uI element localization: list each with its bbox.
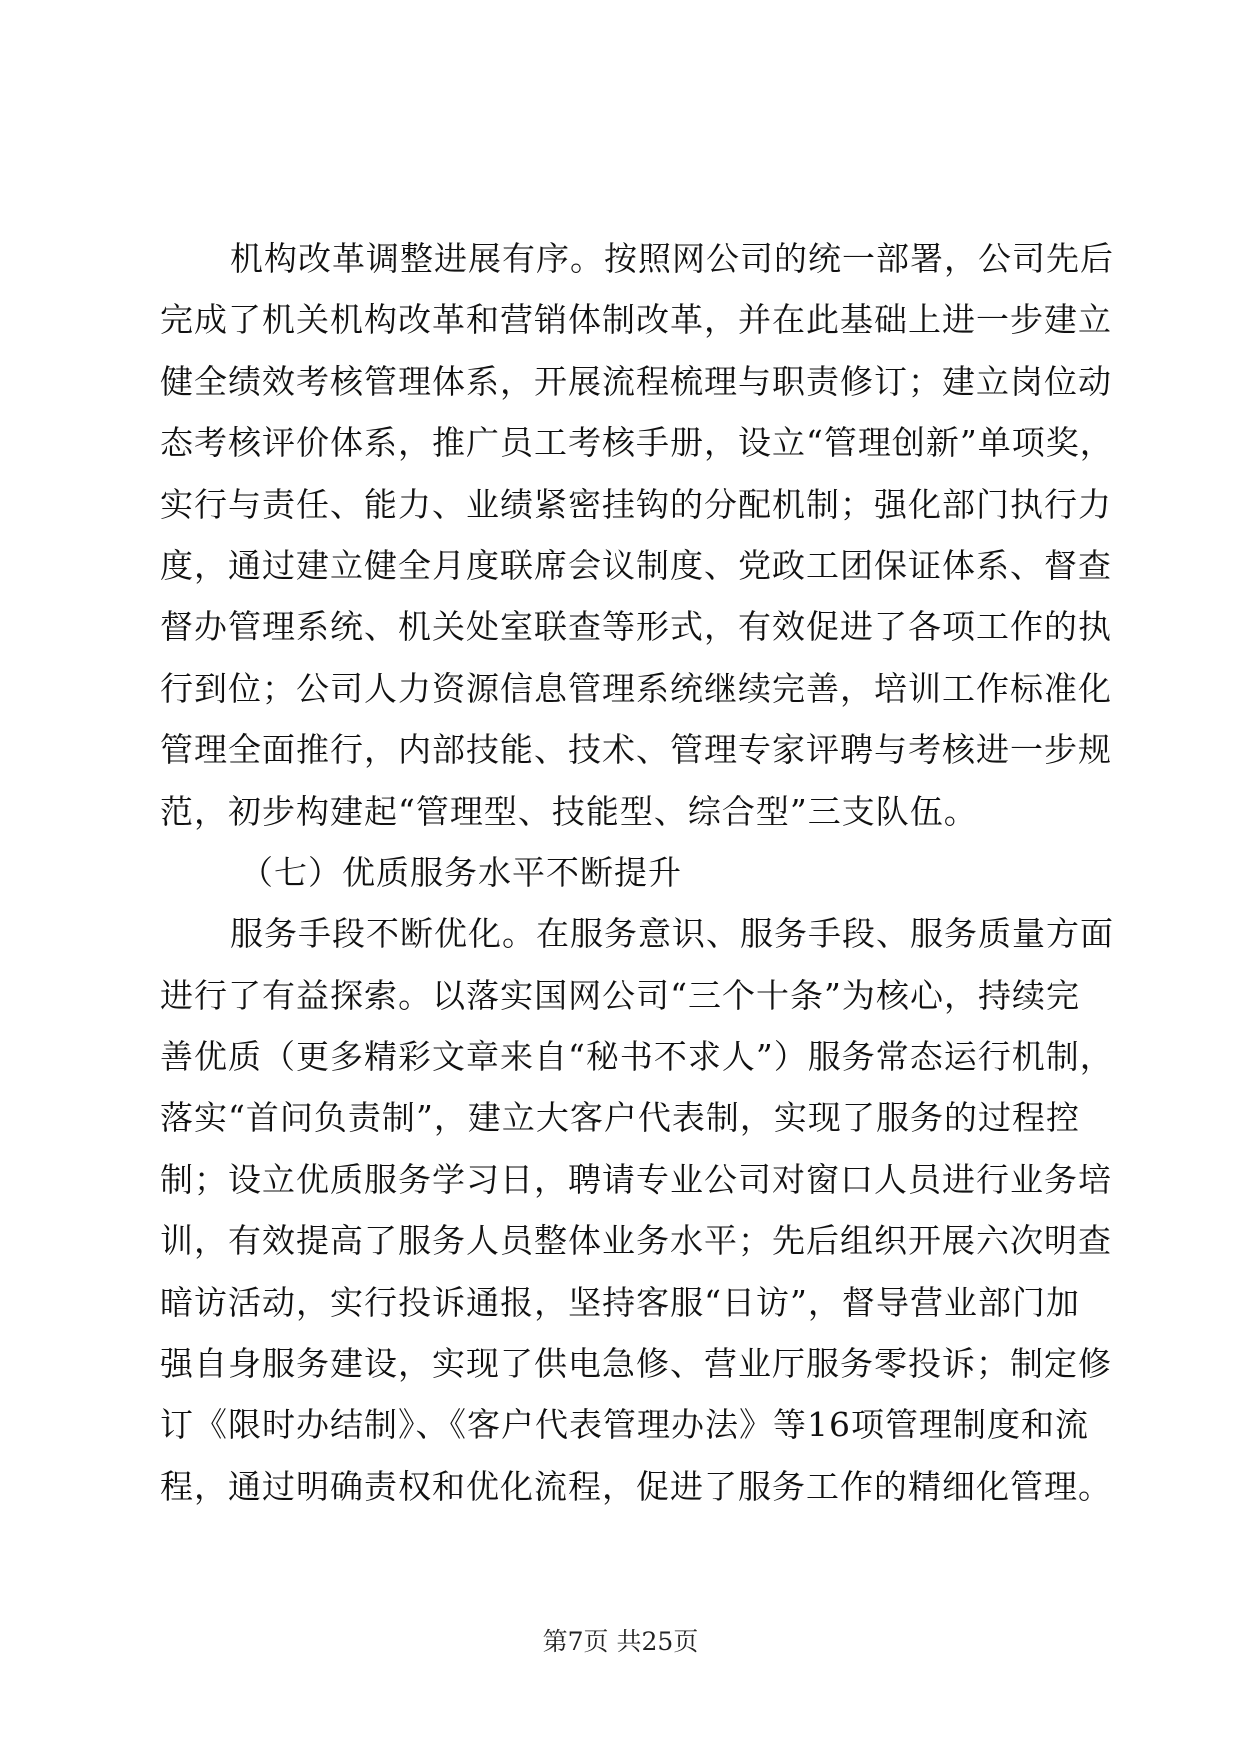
paragraph-line: 行到位；公司人力资源信息管理系统继续完善，培训工作标准化	[160, 668, 1112, 708]
paragraph-line: 暗访活动，实行投诉通报，坚持客服“日访”，督导营业部门加	[160, 1282, 1080, 1322]
paragraph-line: 督办管理系统、机关处室联查等形式，有效促进了各项工作的执	[160, 607, 1112, 647]
paragraph-line: 订《限时办结制》、《客户代表管理办法》等16项管理制度和流	[160, 1405, 1089, 1445]
paragraph-line: 进行了有益探索。以落实国网公司“三个十条”为核心，持续完	[160, 975, 1080, 1015]
paragraph-line: 健全绩效考核管理体系，开展流程梳理与职责修订；建立岗位动	[160, 361, 1112, 401]
paragraph-line: 训，有效提高了服务人员整体业务水平；先后组织开展六次明查	[160, 1221, 1112, 1261]
paragraph-line: 程，通过明确责权和优化流程，促进了服务工作的精细化管理。	[160, 1466, 1112, 1506]
paragraph-line: 管理全面推行，内部技能、技术、管理专家评聘与考核进一步规	[160, 730, 1112, 770]
paragraph-line: 强自身服务建设，实现了供电急修、营业厅服务零投诉；制定修	[160, 1344, 1112, 1384]
paragraph-line: 度，通过建立健全月度联席会议制度、党政工团保证体系、督查	[160, 545, 1112, 585]
paragraph-line: 范，初步构建起“管理型、技能型、综合型”三支队伍。	[160, 791, 978, 831]
paragraph-line: 机构改革调整进展有序。按照网公司的统一部署，公司先后	[230, 239, 1114, 278]
paragraph-line: 制；设立优质服务学习日，聘请专业公司对窗口人员进行业务培	[160, 1159, 1112, 1199]
paragraph-line: 态考核评价体系，推广员工考核手册，设立“管理创新”单项奖，	[160, 423, 1114, 463]
paragraph-line: 服务手段不断优化。在服务意识、服务手段、服务质量方面	[230, 914, 1114, 954]
paragraph-line: 落实“首问负责制”，建立大客户代表制，实现了服务的过程控	[160, 1098, 1080, 1138]
paragraph-line: 善优质（更多精彩文章来自“秘书不求人”）服务常态运行机制，	[160, 1037, 1114, 1077]
paragraph-line: 完成了机关机构改革和营销体制改革，并在此基础上进一步建立	[160, 300, 1112, 340]
paragraph-line: 实行与责任、能力、业绩紧密挂钩的分配机制；强化部门执行力	[160, 484, 1112, 524]
document-body	[160, 228, 1114, 1517]
section-heading: （七）优质服务水平不断提升	[240, 852, 682, 892]
page-number-footer: 第7页 共25页	[542, 1627, 699, 1656]
